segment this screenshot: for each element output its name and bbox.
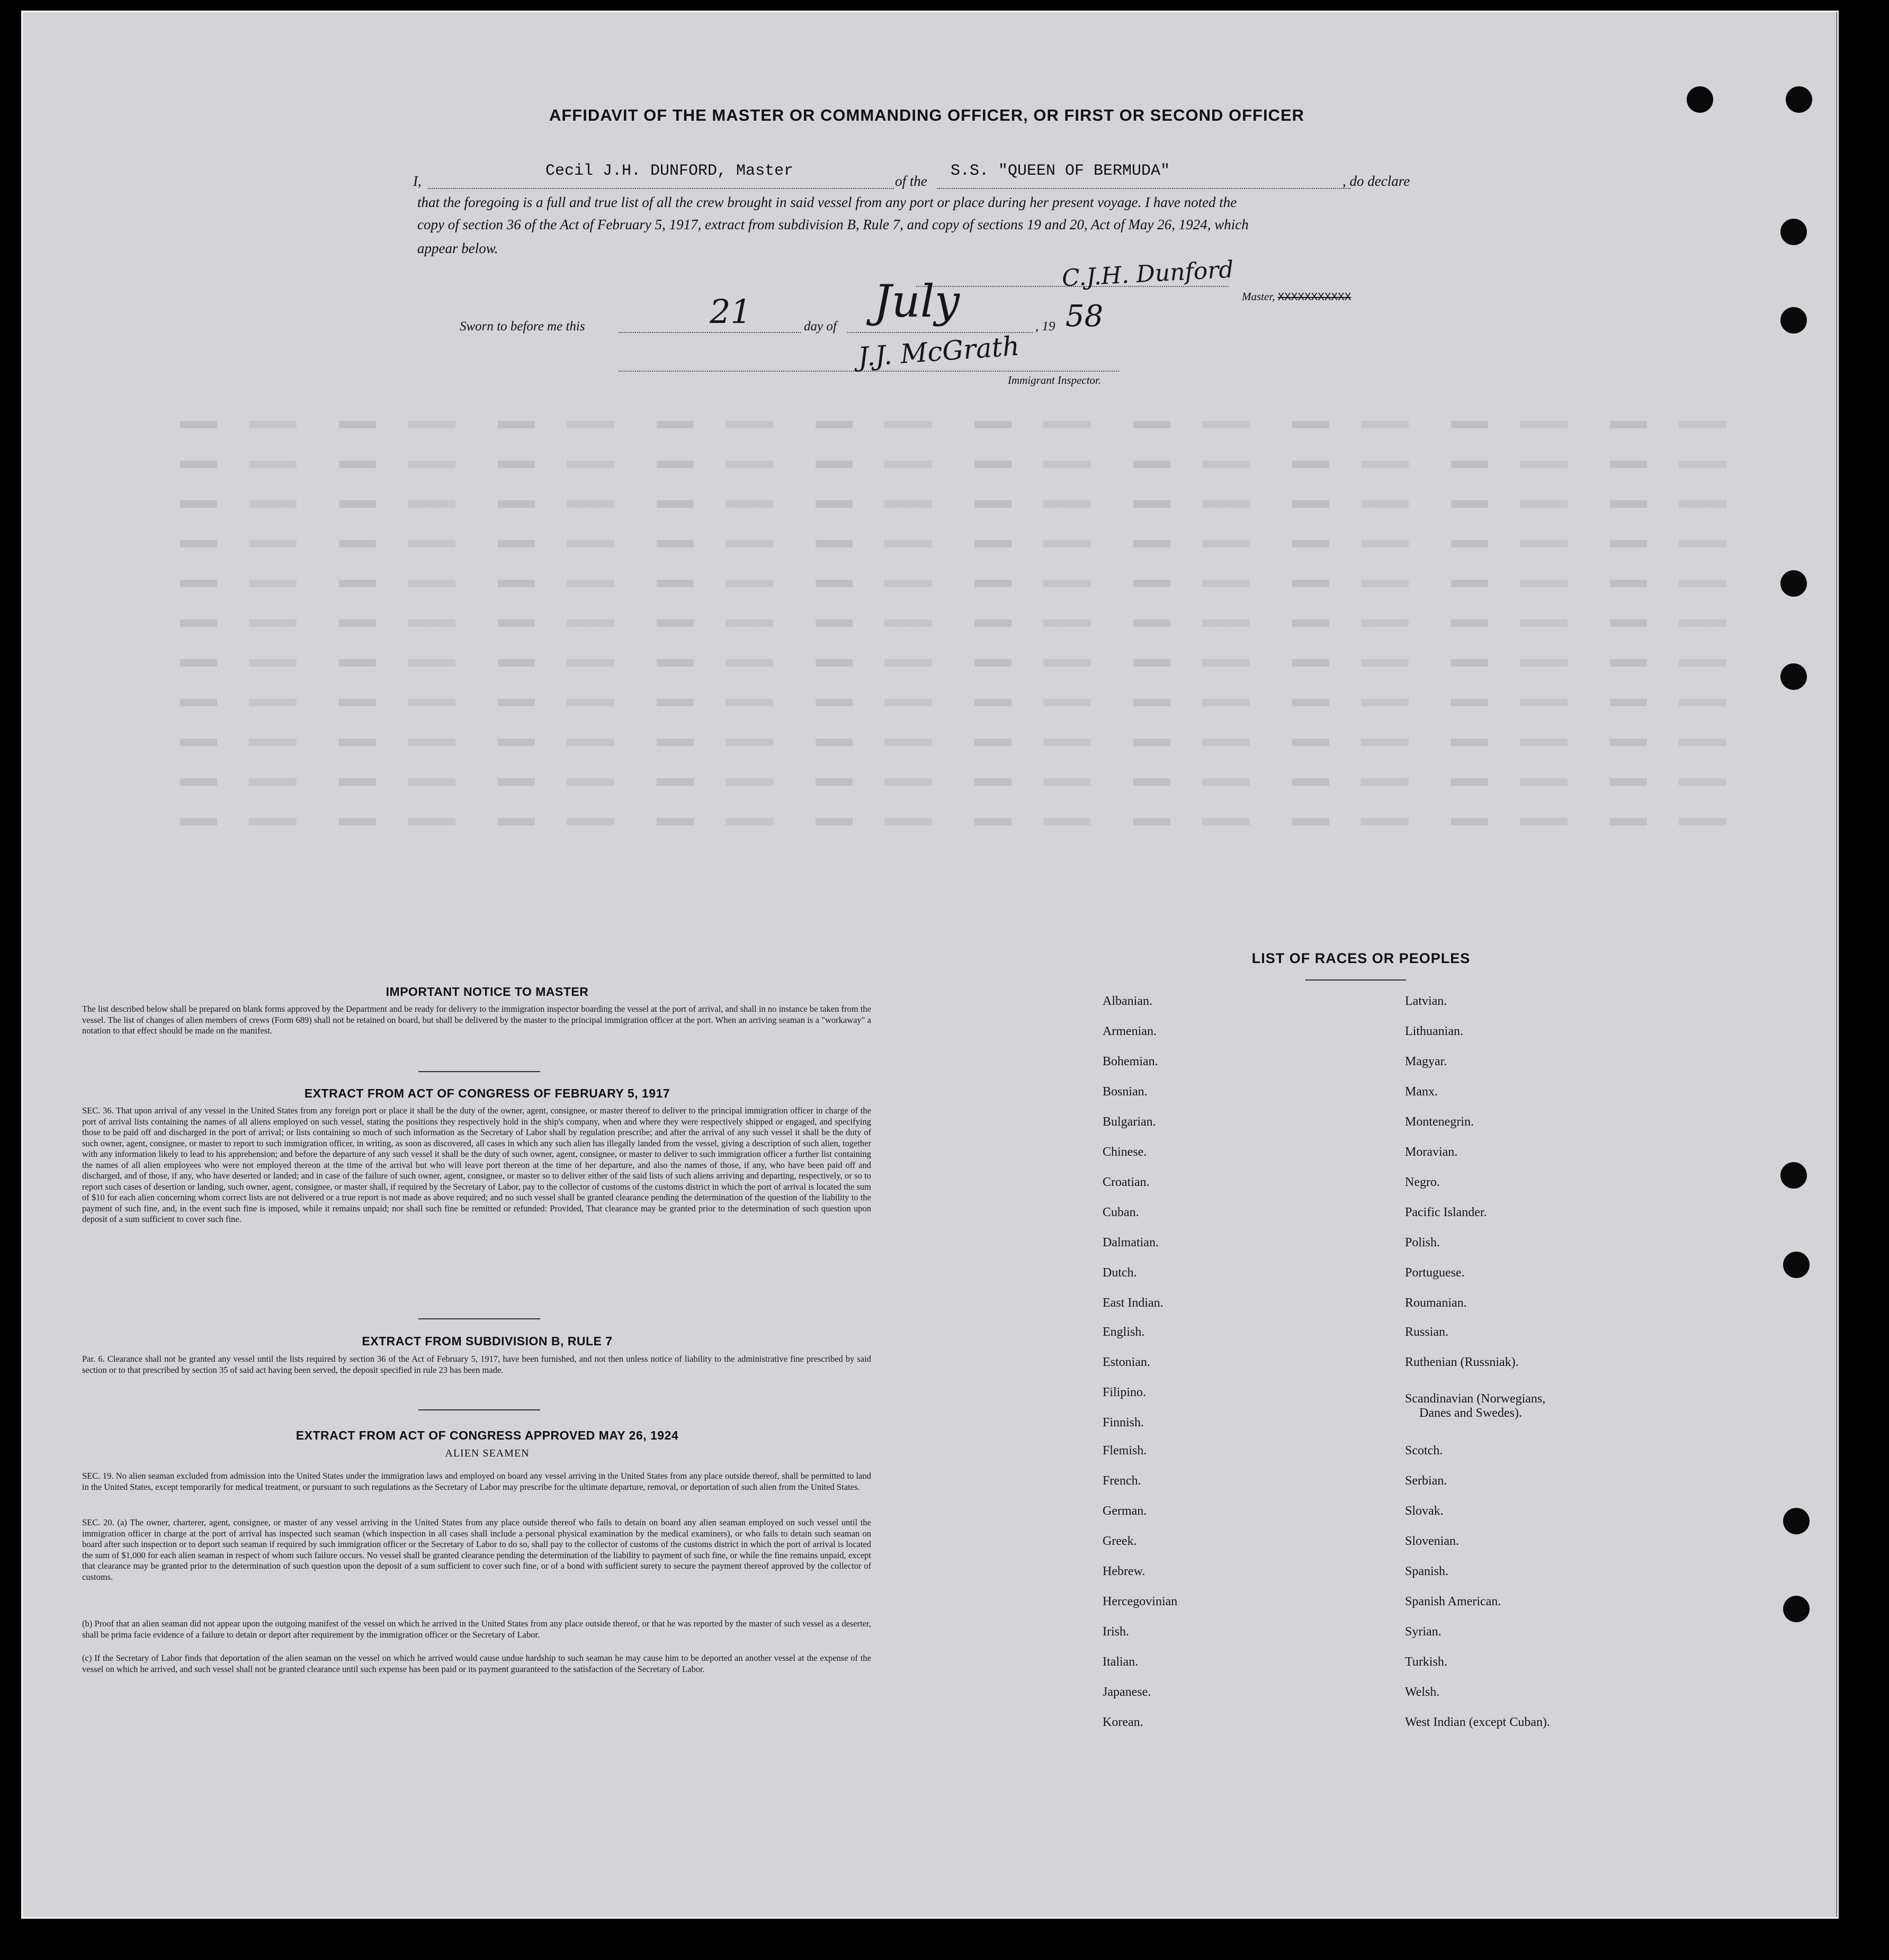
race-item: Polish.: [1405, 1236, 1440, 1249]
race-item: Japanese.: [1103, 1685, 1151, 1699]
punch-hole: [1780, 307, 1807, 334]
name-underline: [428, 188, 894, 189]
race-item: Roumanian.: [1405, 1296, 1467, 1310]
race-item: Russian.: [1405, 1325, 1449, 1339]
punch-hole: [1780, 219, 1807, 245]
race-item: Bosnian.: [1103, 1085, 1148, 1099]
race-item: Latvian.: [1405, 994, 1447, 1008]
race-item: Hercegovinian: [1103, 1595, 1178, 1608]
sworn-year: 58: [1066, 299, 1104, 334]
race-item: Bulgarian.: [1103, 1115, 1156, 1129]
extract-1924-sec20a: SEC. 20. (a) The owner, charterer, agent, consignee, or master of any vessel arriving in the United States from any place outside thereof who fails to detain on board any alien seaman employed on such vessel until the immigration officer in charge at the port of arrival has inspected such seaman (which inspection in all cases shall include a personal physical examination by the medical examiners), or who fails to detain such seaman on board after such inspection or to deport such seaman if required by such immigration officer or the Secretary of Labor to do so, shall pay to the collector of customs of the customs district in which the port of arrival is located the sum of $1,000 for each alien seaman in respect of whom such failure occurs. No vessel shall be granted clearance pending the determination of the liability to payment of such fine, or while the fine remains unpaid, except that clearance may be granted prior to the determination of such question upon the deposit of a sum sufficient to cover such fine, or of a bond with sufficient surety to secure the payment thereof approved by the collector of customs.: [82, 1517, 871, 1582]
races-divider: [1305, 979, 1406, 981]
extract-1924-subtitle: ALIEN SEAMEN: [445, 1447, 530, 1459]
sworn-label: Sworn to before me this: [460, 319, 585, 334]
year-prefix: , 19: [1035, 319, 1055, 334]
race-item: Dutch.: [1103, 1266, 1137, 1280]
race-item: Flemish.: [1103, 1444, 1147, 1458]
day-underline: [619, 332, 801, 333]
race-item: German.: [1103, 1504, 1147, 1518]
affidavit-title: AFFIDAVIT OF THE MASTER OR COMMANDING OFFICER, OR FIRST OR SECOND OFFICER: [549, 106, 1305, 124]
race-item: West Indian (except Cuban).: [1405, 1715, 1550, 1729]
divider: [418, 1071, 540, 1072]
notice-title: IMPORTANT NOTICE TO MASTER: [386, 985, 589, 999]
race-item: Scotch.: [1405, 1444, 1443, 1458]
race-item: Korean.: [1103, 1715, 1143, 1729]
punch-hole: [1780, 1162, 1807, 1189]
punch-hole: [1687, 86, 1713, 113]
do-declare: , do declare: [1342, 173, 1410, 189]
race-item: Bohemian.: [1103, 1055, 1158, 1068]
race-item: Armenian.: [1103, 1024, 1157, 1038]
master-label: [1242, 290, 1351, 304]
race-item: Montenegrin.: [1405, 1115, 1474, 1129]
punch-hole: [1783, 1596, 1810, 1622]
day-of-label: day of: [804, 319, 837, 334]
affidavit-body-2: copy of section 36 of the Act of February 5, 1917, extract from subdivision B, Rule 7, and copy of sections 19 and 20, Act of May 26, 1924, which: [417, 217, 1249, 232]
master-label-text: Master,: [1242, 290, 1275, 303]
race-item: Spanish.: [1405, 1565, 1449, 1578]
race-item: East Indian.: [1103, 1296, 1163, 1310]
divider: [418, 1409, 540, 1410]
extract-1924-sec19: SEC. 19. No alien seaman excluded from admission into the United States under the immigration laws and employed on board any vessel arriving in the United States from any place outside thereof, shall be permitted to land in the United States, except temporarily for medical treatment, or pursuant to such regulations as the Secretary of Labor may prescribe for the ultimate departure, removal, or deportation of such alien from the United States.: [82, 1471, 871, 1492]
vessel-name[interactable]: S.S. "QUEEN OF BERMUDA": [951, 162, 1170, 180]
races-title: LIST OF RACES OR PEOPLES: [1251, 950, 1471, 966]
race-item: French.: [1103, 1474, 1141, 1488]
master-name[interactable]: Cecil J.H. DUNFORD, Master: [545, 162, 794, 180]
race-item: Irish.: [1103, 1625, 1129, 1639]
race-item: Turkish.: [1405, 1655, 1447, 1669]
race-item: Chinese.: [1103, 1145, 1147, 1159]
race-item: Dalmatian.: [1103, 1236, 1159, 1249]
race-item: Slovak.: [1405, 1504, 1444, 1518]
punch-hole: [1786, 86, 1812, 113]
notice-text: The list described below shall be prepared on blank forms approved by the Department and be ready for delivery to the immigration inspector boarding the vessel at the port of arrival, and shall in no instance be taken from the vessel. The list of changes of alien members of crews (Form 689) shall not be retained on board, but shall be delivered by the master to the principal immigration officer at the port. When an arriving seaman is a "workaway" a notation to that effect should be made on the manifest.: [82, 1004, 871, 1036]
sworn-day: 21: [710, 292, 751, 331]
punch-hole: [1780, 663, 1807, 690]
race-item: Filipino.: [1103, 1386, 1147, 1399]
race-item: Cuban.: [1103, 1206, 1139, 1219]
race-item: Portuguese.: [1405, 1266, 1465, 1280]
of-the-label: of the: [895, 173, 927, 189]
affidavit-body-3: appear below.: [417, 240, 498, 256]
race-item: Moravian.: [1405, 1145, 1458, 1159]
punch-hole: [1783, 1508, 1810, 1534]
sworn-month: July: [874, 275, 960, 327]
punch-hole: [1780, 570, 1807, 597]
punch-hole: [1783, 1252, 1810, 1278]
extract-1924-sec20b: (b) Proof that an alien seaman did not appear upon the outgoing manifest of the vessel on which he arrived in the United States from any place outside thereof, or that he was reported by the master of such vessel as a deserter, shall be prima facie evidence of a failure to detain or deport after requirement by the immigration officer or the Secretary of Labor.: [82, 1619, 871, 1640]
race-item: Albanian.: [1103, 994, 1152, 1008]
race-item: Scandinavian (Norwegians,: [1405, 1392, 1546, 1406]
extract-1924-title: EXTRACT FROM ACT OF CONGRESS APPROVED MAY 26, 1924: [296, 1428, 679, 1442]
divider: [418, 1318, 540, 1319]
race-item: Greek.: [1103, 1534, 1137, 1548]
race-item: Estonian.: [1103, 1355, 1150, 1369]
race-item: Ruthenian (Russniak).: [1405, 1355, 1519, 1369]
race-item: Spanish American.: [1405, 1595, 1501, 1608]
race-item: Serbian.: [1405, 1474, 1447, 1488]
extract-rule7-title: EXTRACT FROM SUBDIVISION B, RULE 7: [362, 1334, 613, 1348]
race-item: Pacific Islander.: [1405, 1206, 1487, 1219]
race-item: Lithuanian.: [1405, 1024, 1463, 1038]
vessel-underline: [937, 188, 1350, 189]
struck-title: XXXXXXXXXXX: [1277, 292, 1351, 304]
master-signature: C.J.H. Dunford: [1061, 256, 1234, 292]
race-item: Italian.: [1103, 1655, 1139, 1669]
extract-1924-sec20c: (c) If the Secretary of Labor finds that deportation of the alien seaman on the vessel on which he arrived would cause undue hardship to such seaman he may cause him to be deported an another vessel at the expense of the vessel on which he arrived, and such vessel shall not be granted clearance until such expense has been paid or its payment guaranteed to the satisfaction of the Secretary of Labor.: [82, 1653, 871, 1674]
race-item: Magyar.: [1405, 1055, 1447, 1068]
race-item: Manx.: [1405, 1085, 1438, 1099]
race-item: Slovenian.: [1405, 1534, 1459, 1548]
race-item: Welsh.: [1405, 1685, 1440, 1699]
extract-rule7-text: Par. 6. Clearance shall not be granted any vessel until the lists required by section 36 of the Act of February 5, 1917, have been furnished, and not then unless notice of liability to the administrative fine prescribed by said section or to that prescribed by section 35 of said act having been served, the deposit specified in rule 23 has been made.: [82, 1354, 871, 1375]
race-item: Finnish.: [1103, 1416, 1144, 1429]
extract-1917-title: EXTRACT FROM ACT OF CONGRESS OF FEBRUARY 5, 1917: [304, 1086, 670, 1100]
i-label: I,: [413, 173, 422, 189]
race-item: Croatian.: [1103, 1175, 1150, 1189]
race-item: Hebrew.: [1103, 1565, 1145, 1578]
race-item: Syrian.: [1405, 1625, 1442, 1639]
extract-1917-text: SEC. 36. That upon arrival of any vessel in the United States from any foreign port or place it shall be the duty of the owner, agent, consignee, or master thereof to deliver to the principal immigration officer in charge of the port of arrival lists containing the names of all aliens employed on such vessel, stating the positions they respectively hold in the ship's company, when and where they were respectively shipped or engaged, and specifying those to be paid off and discharged in the port of arrival; or lists containing so much of such information as the Secretary of Labor shall by regulation prescribe; and after the arrival of any such vessel it shall be the duty of such owner, agent, consignee, or master to report to such immigration officer, in writing, as soon as discovered, all cases in which any such alien has illegally landed from the vessel, giving a description of such alien, together with any information likely to lead to his apprehension; and before the departure of any such vessel it shall be the duty of such owner, agent, consignee, or master to deliver to such immigration officer a further list containing the names of all alien employees who were not employed thereon at the time of the arrival but who will leave port thereon at the time of her departure, and also the names of those, if any, who have been paid off and discharged, and of those, if any, who have deserted or landed; and in case of the failure of such owner, agent, consignee, or master so to deliver either of the said lists of such aliens arriving and departing, respectively, or so to report such cases of desertion or landing, such owner, agent, consignee, or master shall, if required by the Secretary of Labor, pay to the collector of customs of the customs district in which the port of arrival is located the sum of $10 for each alien concerning whom correct lists are not delivered or a true report is not made as above required; and no such vessel shall be granted clearance pending the determination of the question of the liability to the payment of such fine, and, in the event such fine is imposed, while it remains unpaid; nor shall such fine be remitted or refunded: Provided, That clearance may be granted prior to the determination of such question upon deposit of a sum sufficient to cover such fine.: [82, 1105, 871, 1224]
race-item: English.: [1103, 1325, 1145, 1339]
race-item: Negro.: [1405, 1175, 1440, 1189]
race-item: Danes and Swedes).: [1419, 1406, 1522, 1420]
inspector-label: Immigrant Inspector.: [1008, 374, 1102, 386]
affidavit-body-1: that the foregoing is a full and true list of all the crew brought in said vessel from any port or place during her present voyage. I have noted the: [417, 194, 1237, 210]
bleed-through-area: [180, 410, 1726, 887]
inspector-signature: J.J. McGrath: [857, 330, 1020, 373]
